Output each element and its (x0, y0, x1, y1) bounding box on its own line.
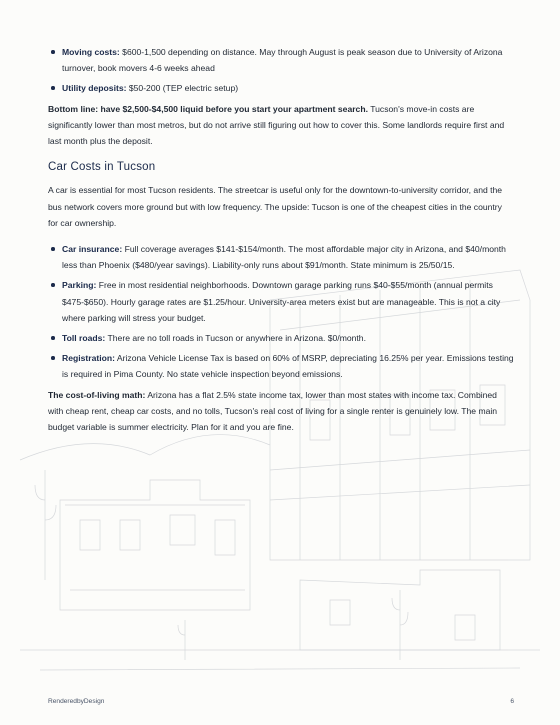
list-item (48, 44, 514, 76)
item-label: Registration: (62, 353, 115, 364)
cost-of-living-paragraph (48, 387, 514, 436)
list-item (48, 350, 514, 382)
item-text: Free in most residential neighborhoods. Downtown garage parking runs $40-$55/month (annual permits $475-$650). Hourly garage rates are $1.25/hour. University-area meters exist but are manageable. This is not a city where parking will stress your budget. (62, 280, 501, 323)
item-text: Full coverage averages $141-$154/month. The most affordable major city in Arizona, and $40/month less than Phoenix ($480/year savings). Liability-only runs about $91/month. State minimum is 25/50/15. (62, 244, 506, 271)
list-item (48, 80, 514, 96)
moving-costs-list (48, 44, 514, 97)
list-item (48, 330, 514, 346)
page-footer (48, 698, 514, 705)
document-body (48, 44, 514, 445)
item-text: There are no toll roads in Tucson or anywhere in Arizona. $0/month. (105, 333, 366, 344)
item-label: Toll roads: (62, 333, 106, 344)
section-heading: Car Costs in Tucson (48, 161, 156, 174)
car-intro-paragraph: A car is essential for most Tucson residents. The streetcar is useful only for the downtown-to-university corridor, and the bus network covers more ground but with low frequency. The upside: Tucson is one of the cheapest cities in the country for car ownership. (48, 185, 503, 228)
bottom-line-paragraph (48, 101, 514, 150)
item-text: $600-1,500 depending on distance. May through August is peak season due to University of Arizona turnover, book movers 4-6 weeks ahead (62, 47, 503, 74)
item-label: Car insurance: (62, 244, 123, 255)
bottom-line-text: Tucson's move-in costs are significantly lower than most metros, but do not arrive still figuring out how to cover this. Some landlords require first and last month plus the deposit. (48, 103, 505, 147)
cost-of-living-text: Arizona has a flat 2.5% state income tax, lower than most states with income tax. Combined with cheap rent, cheap car costs, and no tolls, Tucson's real cost of living for a single renter is genuinely low. The main budget variable is summer electricity. Plan for it and you are fine. (48, 389, 498, 433)
page-number: 6 (510, 698, 514, 705)
list-item (48, 241, 514, 273)
item-label: Moving costs: (62, 47, 120, 57)
item-label: Utility deposits: (62, 83, 127, 94)
item-text: $50-200 (TEP electric setup) (126, 83, 239, 94)
item-label: Parking: (62, 280, 97, 291)
bottom-line-bold: Bottom line: have $2,500-$4,500 liquid before you start your apartment search. (48, 103, 368, 114)
car-costs-list (48, 241, 514, 383)
item-text: Arizona Vehicle License Tax is based on 60% of MSRP, depreciating 16.25% per year. Emissions testing is required in Pima County. No state vehicle inspection beyond emissions. (62, 353, 514, 380)
list-item (48, 277, 514, 326)
footer-brand: RenderedbyDesign (48, 698, 105, 705)
cost-of-living-bold: The cost-of-living math: (48, 389, 146, 400)
